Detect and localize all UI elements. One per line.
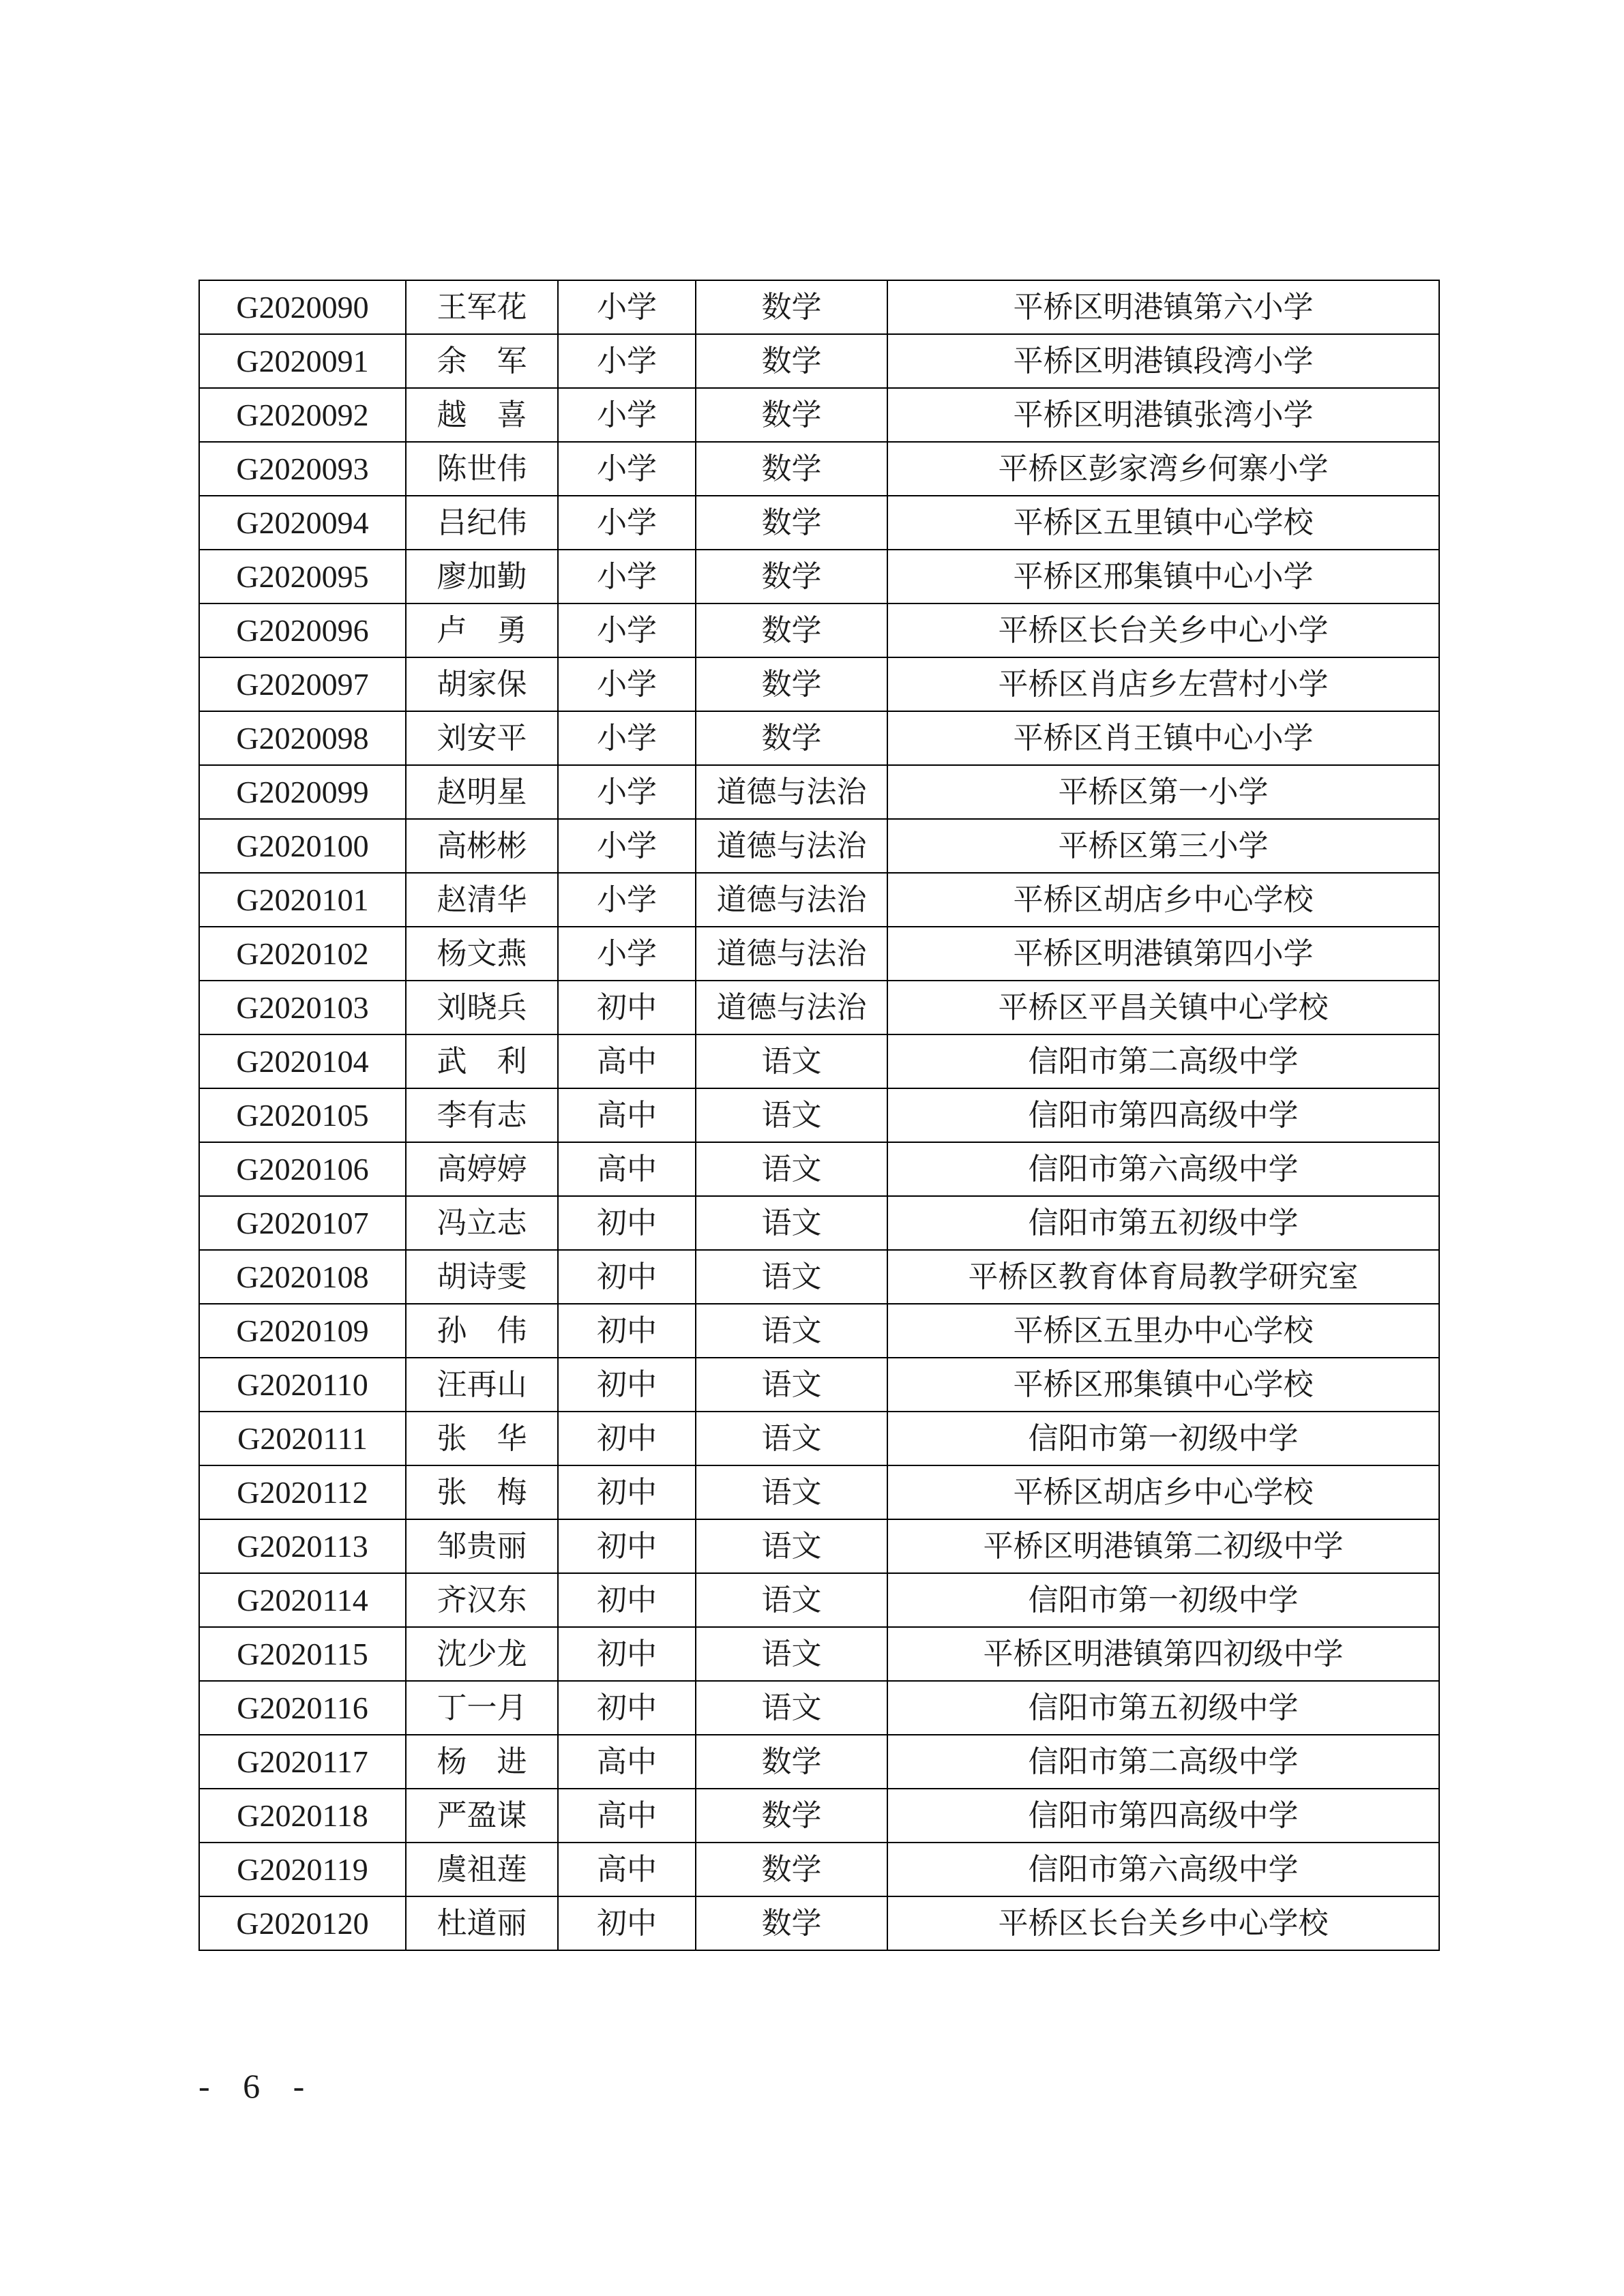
table-row <box>199 873 1439 927</box>
cell-name: 汪再山 <box>406 1358 558 1412</box>
cell-name: 杨文燕 <box>406 927 558 981</box>
cell-id: G2020106 <box>199 1142 406 1196</box>
cell-level: 小学 <box>558 711 696 765</box>
cell-id: G2020111 <box>199 1412 406 1465</box>
cell-subject: 语文 <box>696 1196 887 1250</box>
cell-name: 杨 进 <box>406 1735 558 1789</box>
cell-id: G2020109 <box>199 1304 406 1358</box>
cell-name: 刘安平 <box>406 711 558 765</box>
cell-school: 平桥区第一小学 <box>887 765 1439 819</box>
cell-school: 平桥区邢集镇中心学校 <box>887 1358 1439 1412</box>
cell-level: 初中 <box>558 981 696 1034</box>
cell-id: G2020118 <box>199 1789 406 1843</box>
cell-name: 李有志 <box>406 1088 558 1142</box>
cell-id: G2020114 <box>199 1573 406 1627</box>
cell-school: 信阳市第四高级中学 <box>887 1088 1439 1142</box>
cell-level: 高中 <box>558 1735 696 1789</box>
table-row <box>199 1088 1439 1142</box>
cell-school: 信阳市第四高级中学 <box>887 1789 1439 1843</box>
cell-school: 平桥区平昌关镇中心学校 <box>887 981 1439 1034</box>
cell-level: 初中 <box>558 1412 696 1465</box>
cell-subject: 数学 <box>696 1896 887 1950</box>
cell-level: 小学 <box>558 280 696 334</box>
cell-name: 张 梅 <box>406 1465 558 1519</box>
cell-school: 信阳市第一初级中学 <box>887 1573 1439 1627</box>
cell-school: 信阳市第二高级中学 <box>887 1735 1439 1789</box>
cell-subject: 数学 <box>696 550 887 603</box>
cell-school: 信阳市第一初级中学 <box>887 1412 1439 1465</box>
cell-id: G2020120 <box>199 1896 406 1950</box>
cell-level: 初中 <box>558 1196 696 1250</box>
table-row <box>199 1304 1439 1358</box>
cell-id: G2020119 <box>199 1843 406 1896</box>
cell-subject: 道德与法治 <box>696 819 887 873</box>
cell-level: 高中 <box>558 1789 696 1843</box>
table-row <box>199 603 1439 657</box>
cell-id: G2020104 <box>199 1034 406 1088</box>
cell-id: G2020097 <box>199 657 406 711</box>
cell-name: 胡诗雯 <box>406 1250 558 1304</box>
cell-school: 平桥区明港镇第四初级中学 <box>887 1627 1439 1681</box>
cell-id: G2020102 <box>199 927 406 981</box>
cell-school: 平桥区五里镇中心学校 <box>887 496 1439 550</box>
cell-subject: 语文 <box>696 1412 887 1465</box>
cell-school: 平桥区第三小学 <box>887 819 1439 873</box>
cell-level: 初中 <box>558 1627 696 1681</box>
cell-name: 邹贵丽 <box>406 1519 558 1573</box>
cell-subject: 道德与法治 <box>696 765 887 819</box>
cell-id: G2020107 <box>199 1196 406 1250</box>
cell-name: 刘晓兵 <box>406 981 558 1034</box>
cell-school: 平桥区长台关乡中心小学 <box>887 603 1439 657</box>
cell-name: 严盈谋 <box>406 1789 558 1843</box>
cell-name: 沈少龙 <box>406 1627 558 1681</box>
cell-school: 平桥区明港镇第二初级中学 <box>887 1519 1439 1573</box>
cell-name: 冯立志 <box>406 1196 558 1250</box>
cell-id: G2020110 <box>199 1358 406 1412</box>
cell-id: G2020112 <box>199 1465 406 1519</box>
cell-id: G2020091 <box>199 334 406 388</box>
cell-subject: 语文 <box>696 1304 887 1358</box>
cell-name: 廖加勤 <box>406 550 558 603</box>
cell-school: 平桥区明港镇第六小学 <box>887 280 1439 334</box>
cell-level: 小学 <box>558 927 696 981</box>
cell-school: 信阳市第二高级中学 <box>887 1034 1439 1088</box>
cell-school: 平桥区明港镇张湾小学 <box>887 388 1439 442</box>
cell-id: G2020095 <box>199 550 406 603</box>
cell-id: G2020117 <box>199 1735 406 1789</box>
cell-id: G2020113 <box>199 1519 406 1573</box>
cell-subject: 语文 <box>696 1034 887 1088</box>
cell-name: 武 利 <box>406 1034 558 1088</box>
cell-subject: 道德与法治 <box>696 927 887 981</box>
roster-table <box>198 280 1440 1951</box>
table-row <box>199 1196 1439 1250</box>
cell-subject: 语文 <box>696 1573 887 1627</box>
cell-subject: 语文 <box>696 1250 887 1304</box>
cell-level: 初中 <box>558 1681 696 1735</box>
cell-level: 初中 <box>558 1358 696 1412</box>
table-row <box>199 496 1439 550</box>
cell-school: 信阳市第五初级中学 <box>887 1196 1439 1250</box>
cell-subject: 语文 <box>696 1681 887 1735</box>
cell-school: 平桥区肖王镇中心小学 <box>887 711 1439 765</box>
table-row <box>199 1465 1439 1519</box>
cell-id: G2020103 <box>199 981 406 1034</box>
cell-id: G2020115 <box>199 1627 406 1681</box>
cell-id: G2020093 <box>199 442 406 496</box>
cell-level: 初中 <box>558 1304 696 1358</box>
cell-level: 小学 <box>558 496 696 550</box>
cell-level: 高中 <box>558 1142 696 1196</box>
cell-school: 平桥区胡店乡中心学校 <box>887 1465 1439 1519</box>
cell-subject: 数学 <box>696 657 887 711</box>
cell-name: 张 华 <box>406 1412 558 1465</box>
table-row <box>199 334 1439 388</box>
page-number: - 6 - <box>198 2067 317 2105</box>
cell-id: G2020092 <box>199 388 406 442</box>
cell-level: 小学 <box>558 603 696 657</box>
cell-id: G2020101 <box>199 873 406 927</box>
cell-name: 虞祖莲 <box>406 1843 558 1896</box>
cell-level: 小学 <box>558 873 696 927</box>
table-row <box>199 1627 1439 1681</box>
table-row <box>199 1735 1439 1789</box>
cell-level: 初中 <box>558 1573 696 1627</box>
cell-level: 初中 <box>558 1465 696 1519</box>
cell-level: 初中 <box>558 1519 696 1573</box>
table-row <box>199 442 1439 496</box>
cell-school: 平桥区明港镇段湾小学 <box>887 334 1439 388</box>
cell-id: G2020098 <box>199 711 406 765</box>
cell-subject: 数学 <box>696 603 887 657</box>
cell-school: 平桥区肖店乡左营村小学 <box>887 657 1439 711</box>
cell-subject: 数学 <box>696 711 887 765</box>
cell-school: 平桥区长台关乡中心学校 <box>887 1896 1439 1950</box>
table-row <box>199 1034 1439 1088</box>
cell-level: 高中 <box>558 1843 696 1896</box>
cell-subject: 道德与法治 <box>696 981 887 1034</box>
cell-subject: 道德与法治 <box>696 873 887 927</box>
cell-subject: 语文 <box>696 1465 887 1519</box>
cell-level: 初中 <box>558 1896 696 1950</box>
cell-school: 信阳市第六高级中学 <box>887 1142 1439 1196</box>
table-row <box>199 1250 1439 1304</box>
table-row <box>199 1843 1439 1896</box>
cell-name: 高彬彬 <box>406 819 558 873</box>
table-row <box>199 1412 1439 1465</box>
table-row <box>199 1681 1439 1735</box>
cell-name: 余 军 <box>406 334 558 388</box>
cell-subject: 数学 <box>696 1735 887 1789</box>
cell-school: 信阳市第六高级中学 <box>887 1843 1439 1896</box>
cell-id: G2020090 <box>199 280 406 334</box>
cell-name: 齐汉东 <box>406 1573 558 1627</box>
table-row <box>199 1896 1439 1950</box>
table-row <box>199 388 1439 442</box>
cell-subject: 数学 <box>696 1789 887 1843</box>
cell-name: 吕纪伟 <box>406 496 558 550</box>
cell-level: 小学 <box>558 765 696 819</box>
cell-subject: 语文 <box>696 1627 887 1681</box>
table-row <box>199 711 1439 765</box>
cell-school: 平桥区胡店乡中心学校 <box>887 873 1439 927</box>
cell-school: 平桥区邢集镇中心小学 <box>887 550 1439 603</box>
table-row <box>199 981 1439 1034</box>
table-row <box>199 657 1439 711</box>
cell-id: G2020105 <box>199 1088 406 1142</box>
cell-school: 信阳市第五初级中学 <box>887 1681 1439 1735</box>
cell-subject: 数学 <box>696 496 887 550</box>
cell-level: 小学 <box>558 388 696 442</box>
cell-subject: 数学 <box>696 280 887 334</box>
cell-level: 小学 <box>558 819 696 873</box>
cell-id: G2020099 <box>199 765 406 819</box>
cell-name: 赵清华 <box>406 873 558 927</box>
table-row <box>199 1358 1439 1412</box>
table-row <box>199 1789 1439 1843</box>
table-row <box>199 1142 1439 1196</box>
cell-name: 陈世伟 <box>406 442 558 496</box>
cell-name: 卢 勇 <box>406 603 558 657</box>
cell-name: 杜道丽 <box>406 1896 558 1950</box>
cell-level: 初中 <box>558 1250 696 1304</box>
cell-id: G2020096 <box>199 603 406 657</box>
cell-school: 平桥区教育体育局教学研究室 <box>887 1250 1439 1304</box>
roster-body <box>199 280 1439 1950</box>
cell-subject: 语文 <box>696 1519 887 1573</box>
cell-school: 平桥区五里办中心学校 <box>887 1304 1439 1358</box>
table-row <box>199 550 1439 603</box>
cell-level: 小学 <box>558 442 696 496</box>
cell-id: G2020116 <box>199 1681 406 1735</box>
cell-level: 小学 <box>558 334 696 388</box>
table-row <box>199 765 1439 819</box>
cell-subject: 数学 <box>696 442 887 496</box>
cell-id: G2020108 <box>199 1250 406 1304</box>
cell-name: 赵明星 <box>406 765 558 819</box>
table-row <box>199 927 1439 981</box>
cell-school: 平桥区彭家湾乡何寨小学 <box>887 442 1439 496</box>
cell-subject: 语文 <box>696 1142 887 1196</box>
cell-subject: 数学 <box>696 388 887 442</box>
cell-subject: 语文 <box>696 1088 887 1142</box>
cell-level: 高中 <box>558 1034 696 1088</box>
cell-level: 小学 <box>558 657 696 711</box>
cell-level: 高中 <box>558 1088 696 1142</box>
cell-name: 王军花 <box>406 280 558 334</box>
cell-subject: 语文 <box>696 1358 887 1412</box>
table-row <box>199 280 1439 334</box>
table-row <box>199 819 1439 873</box>
cell-id: G2020094 <box>199 496 406 550</box>
cell-level: 小学 <box>558 550 696 603</box>
cell-name: 丁一月 <box>406 1681 558 1735</box>
cell-name: 高婷婷 <box>406 1142 558 1196</box>
cell-name: 胡家保 <box>406 657 558 711</box>
table-row <box>199 1573 1439 1627</box>
cell-subject: 数学 <box>696 1843 887 1896</box>
table-row <box>199 1519 1439 1573</box>
cell-subject: 数学 <box>696 334 887 388</box>
cell-name: 越 喜 <box>406 388 558 442</box>
cell-name: 孙 伟 <box>406 1304 558 1358</box>
cell-id: G2020100 <box>199 819 406 873</box>
cell-school: 平桥区明港镇第四小学 <box>887 927 1439 981</box>
